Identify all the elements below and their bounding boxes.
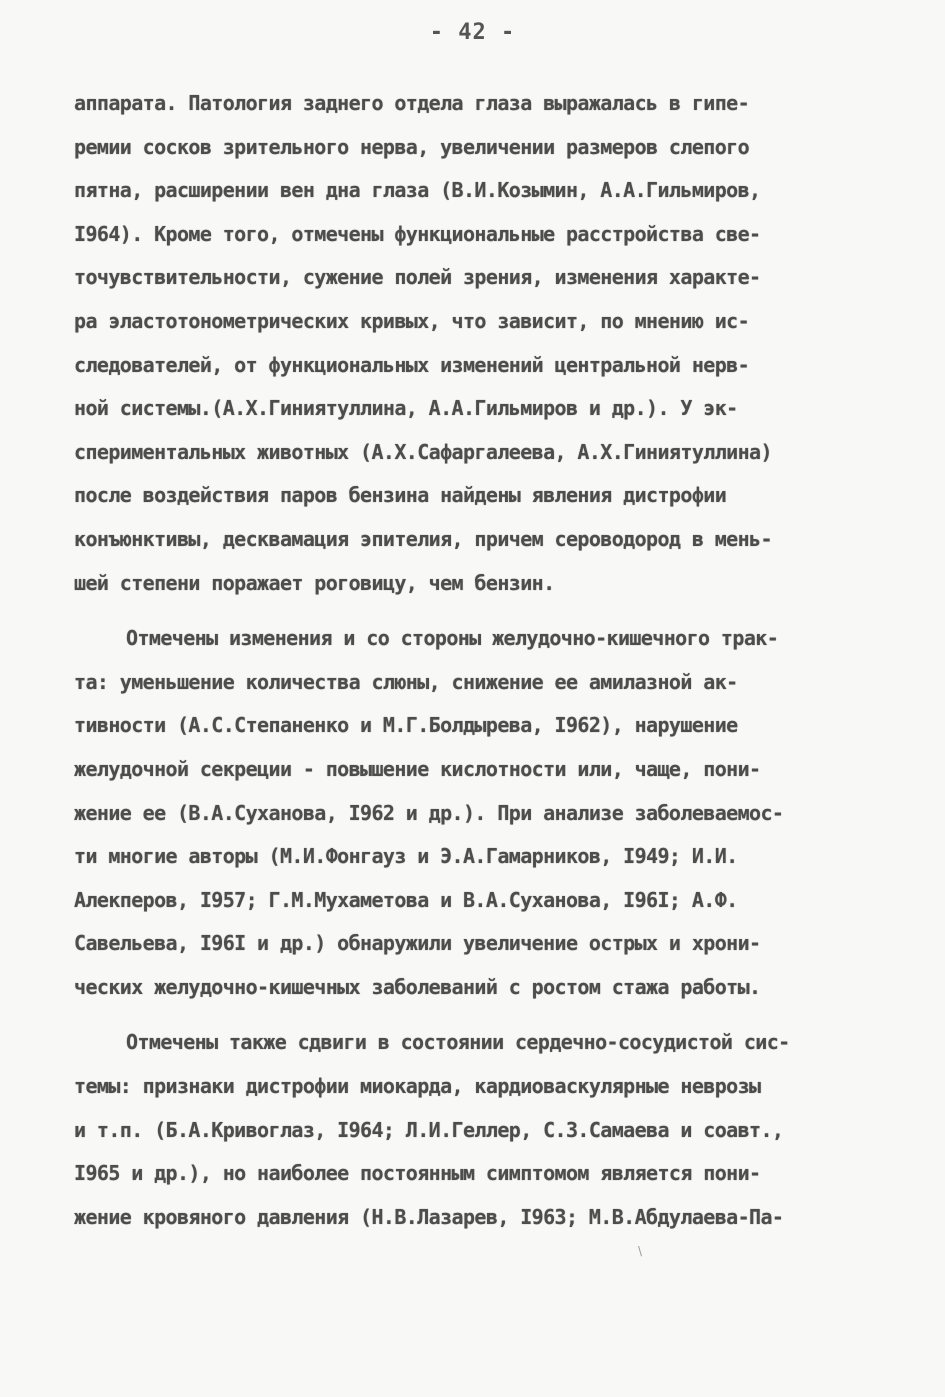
text-line: I964). Кроме того, отмечены функциональные расстройства све- bbox=[74, 221, 761, 246]
text-line: I965 и др.), но наиболее постоянным симптомом является пони- bbox=[74, 1161, 761, 1186]
text-line: Отмечены изменения и со стороны желудочно-кишечного трак- bbox=[126, 626, 779, 651]
text-line: шей степени поражает роговицу, чем бензин. bbox=[74, 570, 555, 595]
text-line: и т.п. (Б.А.Кривоглаз, I964; Л.И.Геллер, С.З.Самаева и соавт., bbox=[74, 1117, 784, 1142]
text-line: Савельева, I96I и др.) обнаружили увеличение острых и хрони- bbox=[74, 931, 761, 956]
text-line: аппарата. Патология заднего отдела глаза выражалась в гипе- bbox=[74, 91, 750, 115]
paragraph-1 bbox=[74, 82, 874, 605]
paragraph-3 bbox=[74, 1021, 874, 1239]
text-line: после воздействия паров бензина найдены явления дистрофии bbox=[74, 483, 727, 508]
text-line: жение кровяного давления (Н.В.Лазарев, I963; М.В.Абдулаева-Па- bbox=[74, 1204, 784, 1229]
text-line: ческих желудочно-кишечных заболеваний с ростом стажа работы. bbox=[74, 974, 761, 999]
text-line: ремии сосков зрительного нерва, увеличении размеров слепого bbox=[74, 134, 750, 159]
text-line: ра эластотонометрических кривых, что зависит, по мнению ис- bbox=[74, 308, 750, 333]
body-text bbox=[74, 82, 874, 1239]
text-line: тивности (А.С.Степаненко и М.Г.Болдырева, I962), нарушение bbox=[74, 713, 738, 738]
text-line: пятна, расширении вен дна глаза (В.И.Козымин, А.А.Гильмиров, bbox=[74, 178, 761, 203]
text-line: следователей, от функциональных изменений центральной нерв- bbox=[74, 352, 750, 377]
text-line: Алекперов, I957; Г.М.Мухаметова и В.А.Суханова, I96I; А.Ф. bbox=[74, 887, 738, 912]
text-line: ти многие авторы (М.И.Фонгауз и Э.А.Гамарников, I949; И.И. bbox=[74, 844, 738, 869]
text-line: конъюнктивы, десквамация эпителия, причем сероводород в мень- bbox=[74, 526, 772, 551]
scan-mark: \ bbox=[638, 1244, 643, 1258]
text-line: темы: признаки дистрофии миокарда, кардиоваскулярные неврозы bbox=[74, 1074, 761, 1099]
text-line: желудочной секреции - повышение кислотности или, чаще, пони- bbox=[74, 756, 761, 781]
text-line: точувствительности, сужение полей зрения, изменения характе- bbox=[74, 265, 761, 290]
text-line: ной системы.(А.Х.Гиниятуллина, А.А.Гильмиров и др.). У эк- bbox=[74, 396, 738, 421]
text-line: та: уменьшение количества слюны, снижение ее амилазной ак- bbox=[74, 669, 738, 694]
page-number: - 42 - bbox=[429, 20, 516, 45]
text-line: жение ее (В.А.Суханова, I962 и др.). При анализе заболеваемос- bbox=[74, 800, 784, 825]
text-line: Отмечены также сдвиги в состоянии сердечно-сосудистой сис- bbox=[126, 1030, 790, 1055]
paragraph-2 bbox=[74, 617, 874, 1009]
text-line: спериментальных животных (А.Х.Сафаргалеева, А.Х.Гиниятуллина) bbox=[74, 439, 772, 464]
